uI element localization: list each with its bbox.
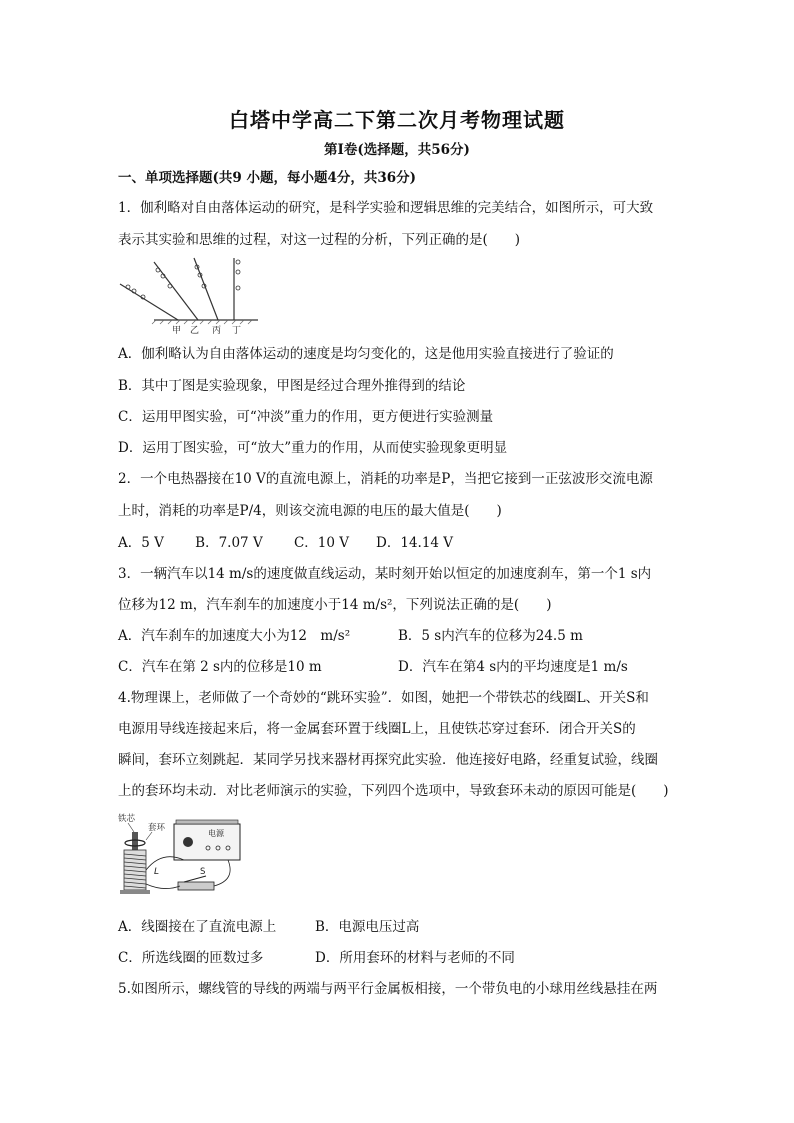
q3-stem-line1: 3．一辆汽车以14 m/s的速度做直线运动，某时刻开始以恒定的加速度刹车，第一个1 s内	[118, 566, 652, 582]
q3-option-b: B．5 s内汽车的位移为24.5 m	[398, 628, 583, 644]
label-switch: S	[200, 867, 206, 877]
q3-option-d: D．汽车在第4 s内的平均速度是1 m/s	[398, 659, 628, 675]
label-ding: 丁	[232, 326, 242, 336]
label-core: 铁芯	[118, 814, 136, 824]
q5-stem-line1: 5.如图所示，螺线管的导线的两端与两平行金属板相接，一个带负电的小球用丝线悬挂在两	[118, 981, 658, 997]
q4-stem-line3: 瞬间，套环立刻跳起．某同学另找来器材再探究此实验．他连接好电路，经重复试验，线圈	[118, 752, 658, 768]
q1-stem-line1: 1．伽利略对自由落体运动的研究，是科学实验和逻辑思维的完美结合，如图所示，可大致	[118, 200, 654, 216]
label-bing: 丙	[212, 326, 222, 336]
q1-figure	[118, 256, 260, 340]
q1-stem-line2: 表示其实验和思维的过程，对这一过程的分析，下列正确的是( )	[118, 232, 521, 248]
jumping-ring-diagram	[116, 810, 246, 896]
label-yi: 乙	[190, 326, 200, 336]
q4-stem-line4: 上的套环均未动．对比老师演示的实验，下列四个选项中，导致套环未动的原因可能是( )	[118, 783, 669, 799]
q3-option-a: A．汽车刹车的加速度大小为12 m/s²	[118, 628, 351, 644]
page-title: 白塔中学高二下第二次月考物理试题	[229, 108, 565, 132]
q1-option-a: A．伽利略认为自由落体运动的速度是均匀变化的，这是他用实验直接进行了验证的	[118, 346, 614, 362]
label-ring: 套环	[148, 823, 166, 833]
label-power: 电源	[208, 829, 224, 838]
q3-option-c: C．汽车在第 2 s内的位移是10 m	[118, 659, 322, 675]
q2-stem-line1: 2．一个电热器接在10 V的直流电源上，消耗的功率是P，当把它接到一正弦波形交流电源	[118, 471, 653, 487]
q4-figure	[116, 810, 246, 900]
q4-stem-line1: 4.物理课上，老师做了一个奇妙的“跳环实验”．如图，她把一个带铁芯的线圈L、开关S和	[118, 690, 649, 706]
q1-option-d: D．运用丁图实验，可“放大”重力的作用，从而使实验现象更明显	[118, 440, 508, 456]
q4-option-b: B．电源电压过高	[315, 919, 420, 935]
q4-option-c: C．所选线圈的匝数过多	[118, 950, 264, 966]
q1-option-c: C．运用甲图实验，可“冲淡”重力的作用，更方便进行实验测量	[118, 409, 494, 425]
q4-stem-line2: 电源用导线连接起来后，将一金属套环置于线圈L上，且使铁芯穿过套环．闭合开关S的	[118, 721, 636, 737]
q2-options: A．5 V B．7.07 V C．10 V D．14.14 V	[118, 535, 454, 551]
label-coil: L	[154, 867, 160, 877]
q2-stem-line2: 上时，消耗的功率是P/4，则该交流电源的电压的最大值是( )	[118, 503, 502, 519]
q4-option-d: D．所用套环的材料与老师的不同	[315, 950, 515, 966]
galileo-incline-diagram	[118, 256, 260, 336]
section-heading: 一、单项选择题(共9 小题，每小题4分，共36分)	[118, 170, 417, 186]
q1-option-b: B．其中丁图是实验现象，甲图是经过合理外推得到的结论	[118, 378, 466, 394]
q4-option-a: A．线圈接在了直流电源上	[118, 919, 277, 935]
q3-stem-line2: 位移为12 m，汽车刹车的加速度小于14 m/s²，下列说法正确的是( )	[118, 597, 552, 613]
label-jia: 甲	[172, 326, 182, 336]
page-subtitle: 第Ⅰ卷(选择题，共56分)	[324, 142, 470, 158]
